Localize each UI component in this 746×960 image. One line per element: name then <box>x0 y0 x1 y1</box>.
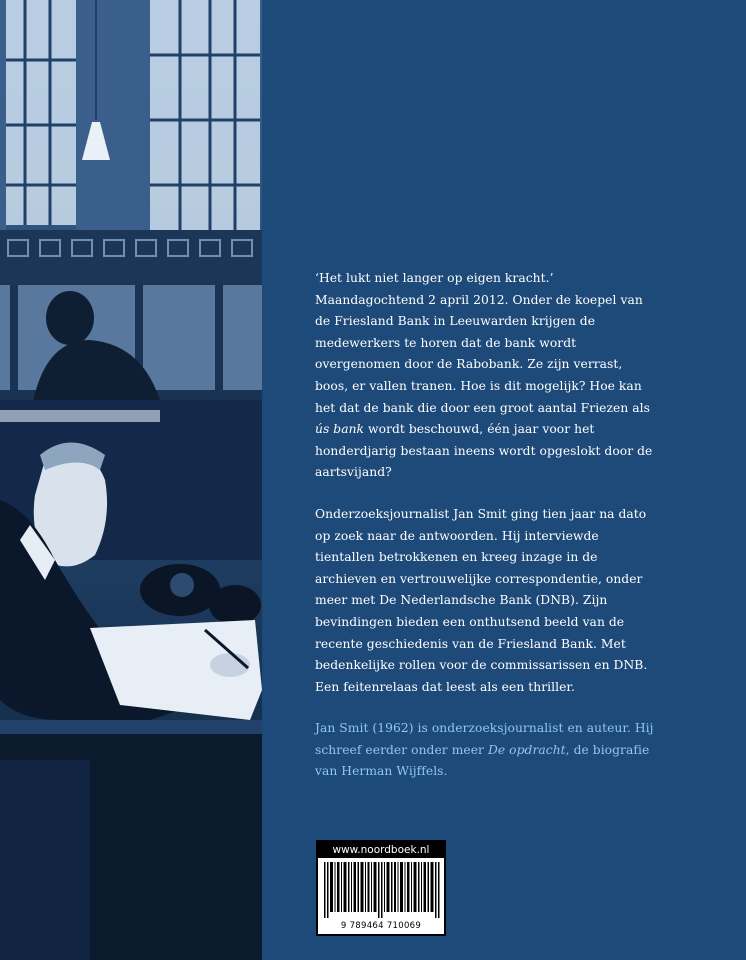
synopsis-text-1a: ‘Het lukt niet langer op eigen kracht.’ Maandagochtend 2 april 2012. Onder de koepel van de Friesland Bank in Leeuwarden krijgen de medewerkers te horen dat de bank wordt overgenomen door de Rabobank. Ze zijn verrast, boos, er vallen tranen. Hoe is dit mogelijk? Hoe kan het dat de bank die door een groot aantal Friezen als <box>315 271 651 415</box>
barcode-bars-icon <box>324 862 440 918</box>
synopsis-text-1b: wordt beschouwd, één jaar voor het honderdjarig bestaan ineens wordt opgeslokt door de aartsvijand? <box>315 422 653 480</box>
cover-photo <box>0 0 262 960</box>
author-bio-text-b: , de biografie van Herman Wijffels. <box>315 742 650 779</box>
isbn-number: 9 789464 710069 <box>340 921 422 931</box>
vintage-bank-office-photo <box>0 0 262 960</box>
author-bio-book-title: De opdracht <box>487 742 566 757</box>
isbn-barcode <box>316 840 446 936</box>
synopsis-emphasis-us-bank: ús bank <box>315 422 365 437</box>
author-bio <box>315 718 655 783</box>
synopsis-paragraph-2: Onderzoeksjournalist Jan Smit ging tien jaar na dato op zoek naar de antwoorden. Hij interviewde tientallen betrokkenen en kreeg inzage in de archieven en vertrouwelijke correspondentie, onder meer met De Nederlandsche Bank (DNB). Zijn bevindingen bieden een onthutsend beeld van de recente geschiedenis van de Friesland Bank. Met bedenkelijke rollen voor de commissarissen en DNB. Een feitenrelaas dat leest als een thriller. <box>315 506 648 694</box>
author-bio-text-a: Jan Smit (1962) is onderzoeksjournalist en auteur. Hij schreef eerder onder meer <box>315 721 654 757</box>
publisher-url: www.noordboek.nl <box>318 842 444 858</box>
synopsis-paragraph-1 <box>315 268 655 484</box>
back-cover-text <box>315 268 655 803</box>
